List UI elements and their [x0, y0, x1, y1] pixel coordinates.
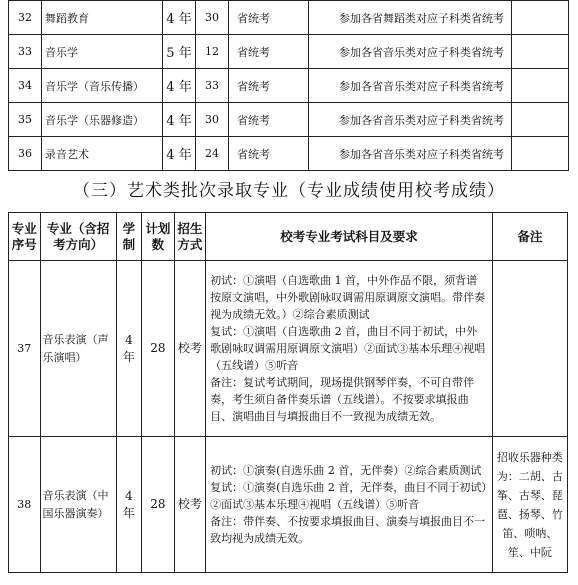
bottom-table: [8, 212, 568, 573]
requirement-line: 备注：带伴奏、不按要求填报曲目、演奏与填报曲目不一致均视为成绩无效。: [210, 515, 486, 545]
row-quota: 28: [142, 261, 175, 437]
header-row: [9, 213, 568, 261]
header-note: 备注: [492, 213, 567, 261]
requirement-line: 备注：复试考试期间，现场提供钢琴伴奏，不可自带伴奏，考生须自备伴奏乐谱（五线谱）。不按要求填报曲目、演唱曲目与填报曲目不一致视为成绩无效。: [210, 376, 475, 423]
row-requirement: [206, 261, 493, 437]
row-note: [512, 103, 569, 137]
row-major: 录音艺术: [42, 137, 163, 171]
table-row: [9, 437, 568, 573]
row-requirement: [206, 437, 493, 573]
header-quota: 计划数: [142, 213, 175, 261]
row-quota: 33: [196, 69, 229, 103]
row-quota: 24: [196, 137, 229, 171]
row-mode: 校考: [174, 437, 206, 573]
row-requirement: 参加各省音乐类对应子科类省统考: [309, 69, 512, 103]
row-duration: 4 年: [163, 69, 196, 103]
row-note: [512, 137, 569, 171]
row-major: 音乐学（音乐传播）: [42, 69, 163, 103]
row-mode: 省统考: [229, 1, 309, 35]
row-requirement: 参加各省音乐类对应子科类省统考: [309, 103, 512, 137]
row-num: 35: [9, 103, 42, 137]
header-mode: 招生方式: [174, 213, 206, 261]
row-duration: 5 年: [163, 35, 196, 69]
row-duration: 4 年: [163, 1, 196, 35]
row-quota: 30: [196, 103, 229, 137]
row-major: 舞蹈教育: [42, 1, 163, 35]
row-num: 32: [9, 1, 42, 35]
row-num: 38: [9, 437, 41, 573]
header-requirement: 校考专业考试科目及要求: [206, 213, 493, 261]
row-note: [512, 69, 569, 103]
row-num: 36: [9, 137, 42, 171]
row-mode: 省统考: [229, 69, 309, 103]
row-major: 音乐表演（中国乐器演奏）: [40, 437, 116, 573]
row-mode: 省统考: [229, 35, 309, 69]
header-num: 专业序号: [9, 213, 41, 261]
row-duration: 4 年: [116, 437, 141, 573]
row-duration: 4 年: [116, 261, 141, 437]
row-num: 33: [9, 35, 42, 69]
row-mode: 省统考: [229, 103, 309, 137]
row-requirement: 参加各省音乐类对应子科类省统考: [309, 35, 512, 69]
table-row: [9, 69, 569, 103]
row-note: [512, 35, 569, 69]
table-row: [9, 103, 569, 137]
requirement-line: 复试：①演唱（自选歌曲 2 首，曲目不同于初试，中外歌剧咏叹调需用原调原文演唱）②面试③基本乐理④视唱（五线谱）⑤听音: [210, 325, 486, 372]
row-major: 音乐学: [42, 35, 163, 69]
requirement-line: 初试：①演唱（自选歌曲 1 首，中外作品不限，须背谱按原文演唱，中外歌剧咏叹调需用原调原文演唱。带伴奏视为成绩无效。）②综合素质测试: [210, 274, 486, 321]
row-requirement: 参加各省音乐类对应子科类省统考: [309, 137, 512, 171]
row-duration: 4 年: [163, 103, 196, 137]
header-major: 专业（含招考方向）: [40, 213, 116, 261]
row-num: 37: [9, 261, 41, 437]
table-row: [9, 35, 569, 69]
row-note: [492, 261, 567, 437]
row-requirement: 参加各省舞蹈类对应子科类省统考: [309, 1, 512, 35]
row-quota: 30: [196, 1, 229, 35]
row-num: 34: [9, 69, 42, 103]
table-row: [9, 137, 569, 171]
requirement-line: 复试：①演奏(自选乐曲 2 首，无伴奏，曲目不同于初试）②面试③基本乐理④视唱（五线谱）⑤听音: [210, 481, 487, 511]
row-major: 音乐表演（声乐演唱）: [40, 261, 116, 437]
row-duration: 4 年: [163, 137, 196, 171]
table-row: [9, 1, 569, 35]
row-note: 招收乐器种类为：二胡、古筝、古琴、琵琶、扬琴、竹笛、唢呐、笙、中阮: [492, 437, 567, 573]
row-major: 音乐学（乐器修造）: [42, 103, 163, 137]
header-duration: 学制: [116, 213, 141, 261]
row-mode: 校考: [174, 261, 206, 437]
top-table: [8, 0, 569, 171]
section-title: （三）艺术类批次录取专业（专业成绩使用校考成绩）: [73, 181, 505, 201]
row-note: [512, 1, 569, 35]
table-row: [9, 261, 568, 437]
row-quota: 12: [196, 35, 229, 69]
requirement-line: 初试：①演奏(自选乐曲 2 首，无伴奏）②综合素质测试: [210, 464, 482, 477]
row-quota: 28: [142, 437, 175, 573]
row-mode: 省统考: [229, 137, 309, 171]
